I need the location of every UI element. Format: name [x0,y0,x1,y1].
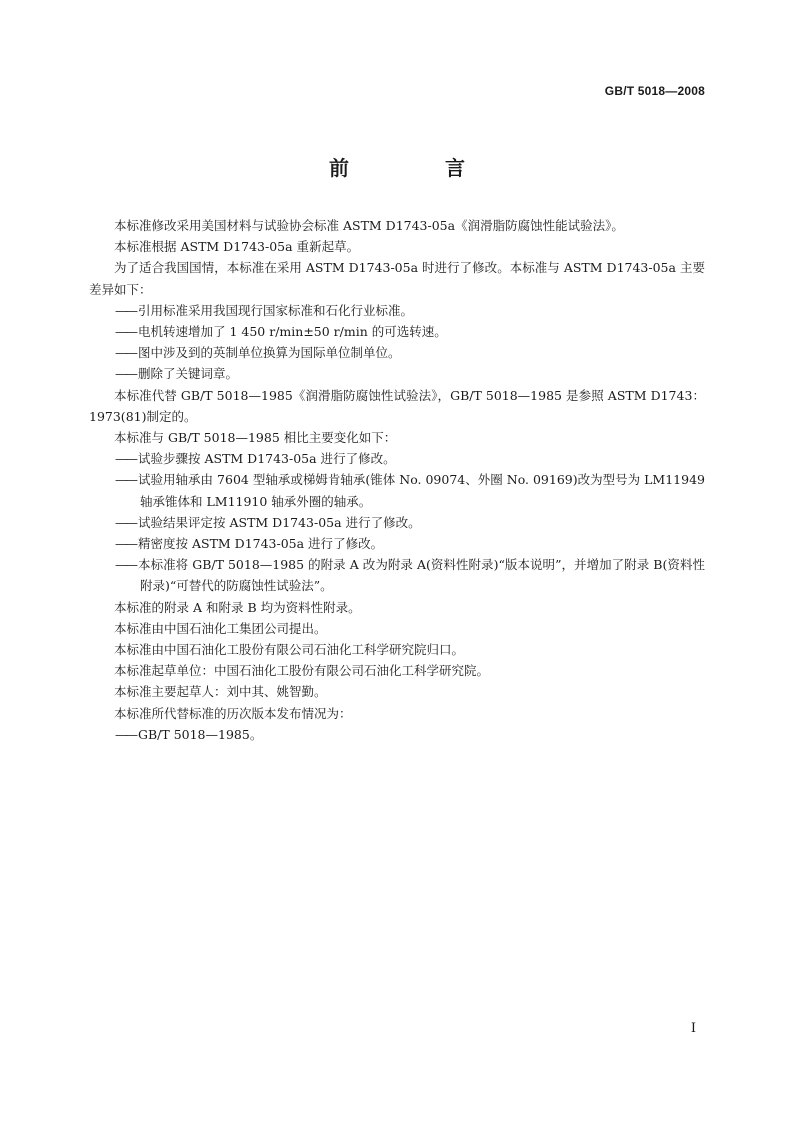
dash-list-item: —— 试验结果评定按 ASTM D1743-05a 进行了修改。 [89,512,705,533]
dash-list-item: —— 图中涉及到的英制单位换算为国际单位制单位。 [89,342,705,363]
paragraph: 本标准的附录 A 和附录 B 均为资料性附录。 [114,599,361,615]
foreword-body [89,215,705,745]
paragraph: 本标准与 GB/T 5018—1985 相比主要变化如下： [114,430,397,446]
dash-list-item: —— 本标准将 GB/T 5018—1985 的附录 A 改为附录 A(资料性附录)“版本说明”，并增加了附录 B(资料性附录)“可替代的防腐蚀性试验法”。 [89,554,705,596]
paragraph: 本标准由中国石油化工集团公司提出。 [114,620,327,636]
paragraph: 本标准所代替标准的历次版本发布情况为： [114,705,352,721]
dash-list-item: —— 电机转速增加了 1 450 r/min±50 r/min 的可选转速。 [89,321,705,342]
dash-list-item: —— 删除了关键词章。 [89,363,705,384]
paragraph: 本标准主要起草人：刘中其、姚智勤。 [114,684,327,700]
paragraph: 为了适合我国国情，本标准在采用 ASTM D1743-05a 时进行了修改。本标准与 ASTM D1743-05a 主要差异如下： [89,260,705,297]
paragraph: 本标准起草单位：中国石油化工股份有限公司石油化工科学研究院。 [114,663,490,679]
dash-list-item: —— GB/T 5018—1985。 [89,724,705,745]
paragraph: 本标准根据 ASTM D1743-05a 重新起草。 [114,239,360,255]
dash-list-item: —— 引用标准采用我国现行国家标准和石化行业标准。 [89,300,705,321]
paragraph: 本标准由中国石油化工股份有限公司石油化工科学研究院归口。 [114,642,465,658]
paragraph: 本标准修改采用美国材料与试验协会标准 ASTM D1743-05a《润滑脂防腐蚀性能试验法》。 [114,218,624,233]
dash-list-item: —— 试验步骤按 ASTM D1743-05a 进行了修改。 [89,448,705,469]
page-number: I [690,1021,696,1036]
dash-list-item: —— 精密度按 ASTM D1743-05a 进行了修改。 [89,533,705,554]
page-title: 前 言 [329,156,503,180]
dash-list-item: —— 试验用轴承由 7604 型轴承或梯姆肯轴承(锥体 No. 09074、外圈 No. 09169)改为型号为 LM11949 轴承锥体和 LM11910 轴承外圈的轴承。 [89,469,705,511]
standard-code-header: GB/T 5018—2008 [604,84,705,98]
paragraph: 本标准代替 GB/T 5018—1985《润滑脂防腐蚀性试验法》，GB/T 5018—1985 是参照 ASTM D1743：1973(81)制定的。 [89,387,705,424]
